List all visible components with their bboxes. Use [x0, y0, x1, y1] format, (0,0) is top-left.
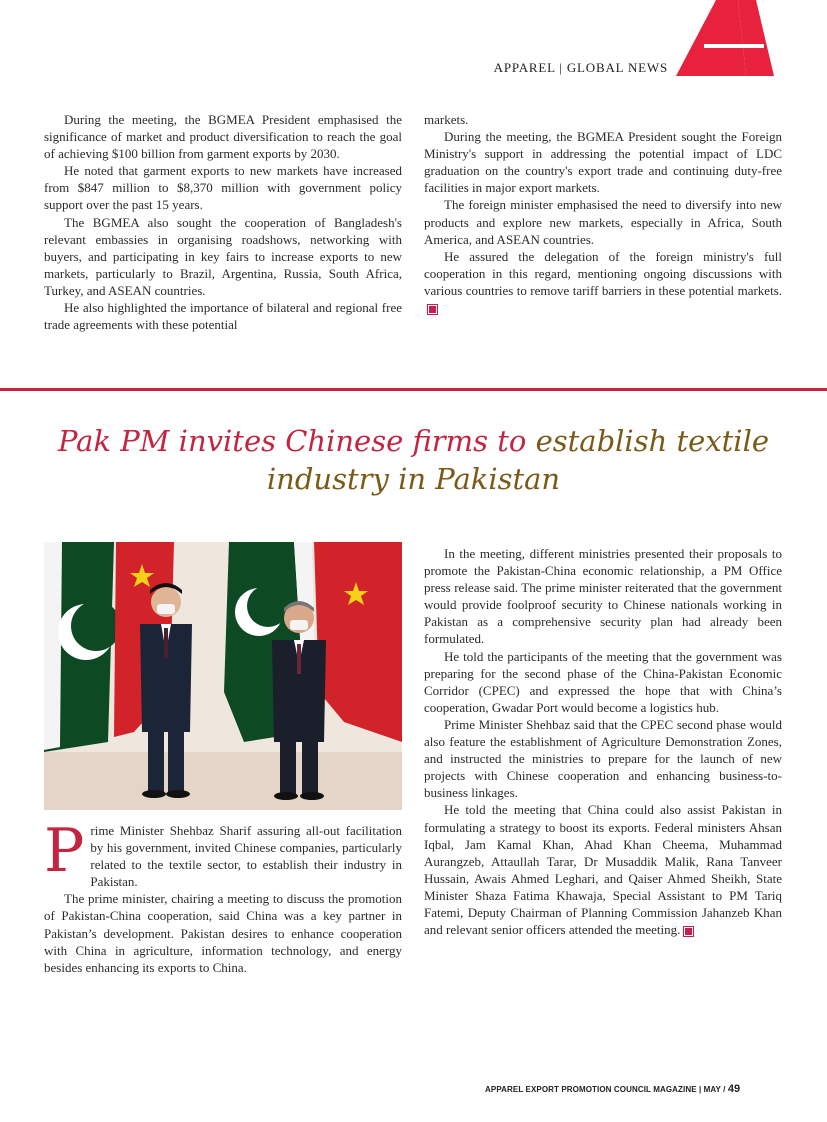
paragraph: He noted that garment exports to new markets have increased from $847 million to $8,370 million with government policy support over the past 15 years.	[44, 163, 402, 213]
end-of-article-icon	[428, 305, 437, 314]
article-right-column	[424, 545, 782, 938]
paragraph: Prime Minister Shehbaz said that the CPEC second phase would also feature the establishment of Agriculture Demonstration Zones, and instructed the ministries to prepare for the launch of new projects with Chinese cooperation and enhancing business-to-business linkages.	[424, 716, 782, 801]
headline-part-red: Pak PM invites Chinese firms to	[57, 424, 527, 458]
paragraph-text: rime Minister Shehbaz Sharif assuring all-out facilitation by his government, invited Chinese companies, particularly related to the textile sector, to establish their industry in Pakistan.	[90, 823, 402, 890]
paragraph-text: He assured the delegation of the foreign ministry's full cooperation in this regard, mentioning ongoing discussions with various countries to remove tariff barriers in these potential markets.	[424, 248, 782, 298]
top-article-right-column	[424, 111, 782, 316]
end-of-article-icon	[684, 927, 693, 936]
page-footer	[485, 1083, 740, 1095]
paragraph: The foreign minister emphasised the need to diversify into new products and explore new markets, especially in Africa, South America, and ASEAN countries.	[424, 197, 782, 247]
paragraph: In the meeting, different ministries presented their proposals to promote the Pakistan-China economic relationship, a PM Office press release said. The prime minister reiterated that the government would provide foolproof security to Chinese nationals working in Pakistan as a comprehensive security plan had already been formulated.	[424, 546, 782, 647]
magazine-logo	[676, 0, 827, 76]
paragraph-text: He told the meeting that China could also assist Pakistan in formulating a strategy to boost its exports. Federal ministers Ahsan Iqbal, Jam Kamal Khan, Ahad Khan Cheema, Muhammad Aurangzeb, Attaullah Tarar, Dr Musaddik Malik, Rana Tanveer Hussain, Awais Ahmed Leghari, and Qaiser Ahmed Sheikh, State Minister Shaza Fatima Khawaja, Special Assistant to PM Tariq Fatemi, Deputy Chairman of Planning Commission Jahanzeb Khan and relevant senior officers attended the meeting.	[424, 802, 782, 938]
paragraph: He told the participants of the meeting that the government was preparing for the second phase of the China-Pakistan Economic Corridor (CPEC) and expressed the hope that with China’s cooperation, Gwadar Port would become a logistics hub.	[424, 648, 782, 715]
photo-illustration	[44, 542, 402, 810]
top-article-left-column	[44, 111, 402, 333]
paragraph: During the meeting, the BGMEA President sought the Foreign Ministry's support in addressing the potential impact of LDC graduation on the country's export trade and continuing duty-free facilities in major export markets.	[424, 129, 782, 196]
section-divider	[0, 388, 827, 391]
drop-cap: P	[44, 816, 85, 886]
article-left-column	[44, 816, 402, 976]
lead-paragraph	[44, 816, 402, 890]
page-number: 49	[727, 1083, 741, 1095]
paragraph	[424, 801, 782, 938]
section-header: APPAREL | GLOBAL NEWS	[493, 60, 668, 75]
paragraph: The prime minister, chairing a meeting to discuss the promotion of Pakistan-China cooperation, said China was a key partner in Pakistan’s development. Pakistan desires to enhance cooperation with China in agriculture, information technology, and energy besides enhancing its exports to China.	[44, 891, 402, 975]
article-photo	[44, 542, 402, 810]
paragraph	[424, 248, 782, 316]
headline-part-gold: establish textile industry in Pakistan	[266, 424, 770, 496]
paragraph: He also highlighted the importance of bilateral and regional free trade agreements with these potential	[44, 300, 402, 333]
paragraph: The BGMEA also sought the cooperation of Bangladesh's relevant embassies in organising roadshows, networking with buyers, and participating in key fairs to increase exports to new markets, particularly to Brazil, Argentina, Russia, South Africa, Turkey, and ASEAN countries.	[44, 214, 402, 298]
paragraph: markets.	[424, 112, 469, 127]
footer-text: APPAREL EXPORT PROMOTION COUNCIL MAGAZINE | MAY /	[485, 1085, 726, 1094]
paragraph: During the meeting, the BGMEA President emphasised the significance of market and product diversification to reach the goal of achieving $100 billion from garment exports by 2030.	[44, 112, 402, 162]
article-headline	[40, 422, 787, 498]
